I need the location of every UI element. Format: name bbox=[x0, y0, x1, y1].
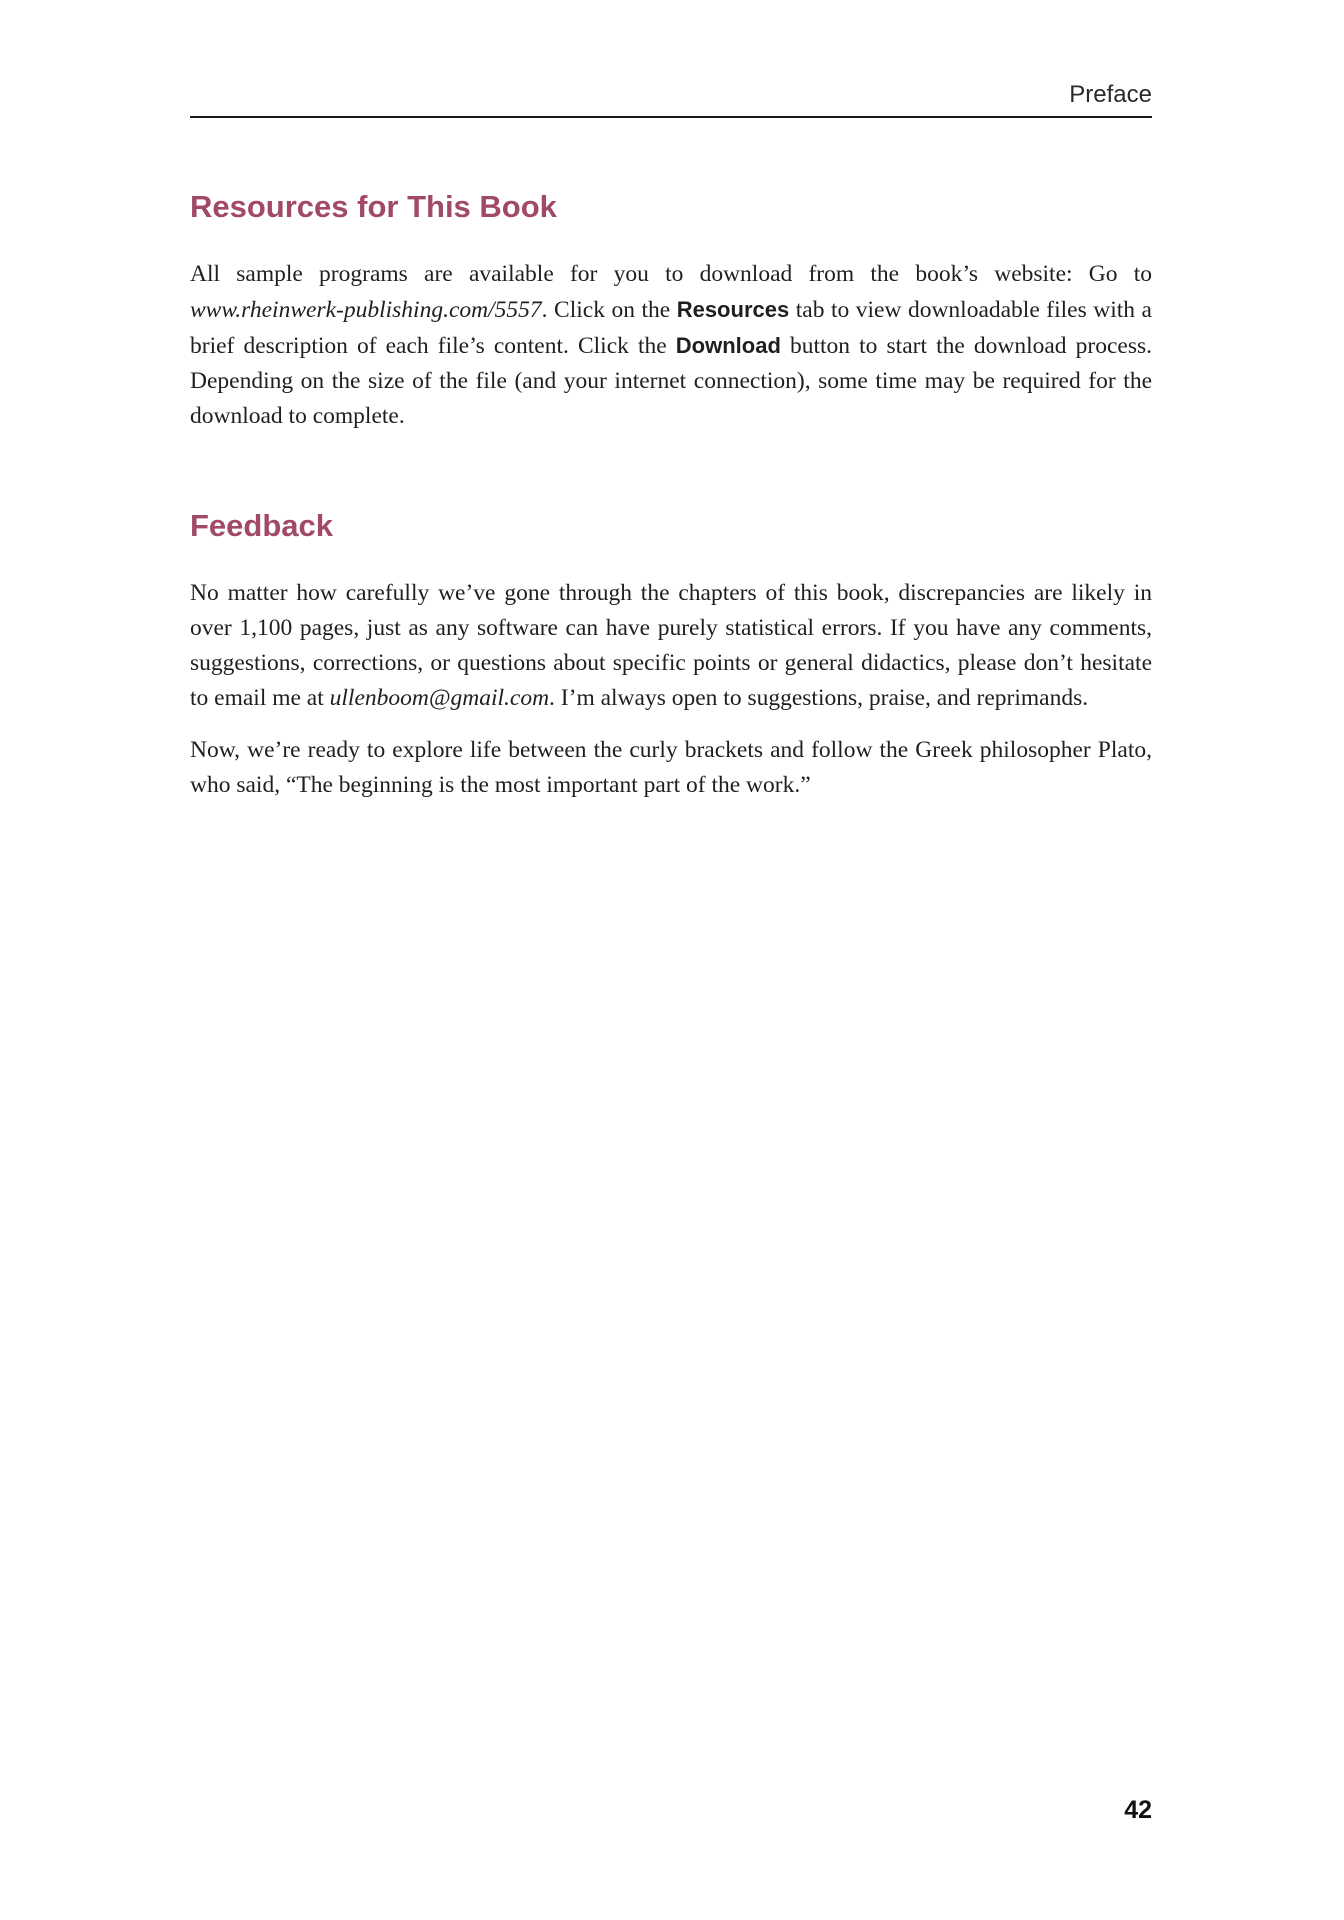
bold-ui-label-run: Download bbox=[675, 333, 781, 358]
header-rule-divider bbox=[190, 116, 1152, 118]
section-heading-resources: Resources for This Book bbox=[190, 189, 557, 224]
text-run: No matter how carefully we’ve gone through the chapters of this book, discrepancies are likely in over 1,100 pages, just as any software can have purely statistical errors. If you have any comments, suggestions, corrections, or questions about specific points or general didactics, please don’t hesitate to email me at bbox=[190, 580, 1152, 711]
page-content bbox=[190, 188, 1152, 803]
paragraph bbox=[190, 257, 1152, 434]
bold-ui-label-run: Resources bbox=[676, 297, 790, 322]
running-header-title: Preface bbox=[1069, 81, 1152, 108]
text-run: tab to view downloadable files with a brief description of each file’s content. Click the bbox=[190, 297, 1152, 359]
text-run: All sample programs are available for you to download from the book’s website: Go to bbox=[190, 261, 1152, 287]
paragraph bbox=[190, 733, 1152, 803]
italic-text-run: www.rheinwerk-publishing.com/5557 bbox=[190, 297, 542, 323]
section-heading-feedback: Feedback bbox=[190, 508, 334, 543]
paragraph bbox=[190, 576, 1152, 716]
section-body-feedback bbox=[190, 576, 1152, 803]
section-body-resources bbox=[190, 257, 1152, 434]
text-run: Now, we’re ready to explore life between the curly brackets and follow the Greek philosopher Plato, who said, “The beginning is the most important part of the work.” bbox=[190, 737, 1152, 798]
section-resources bbox=[190, 188, 1152, 434]
page-number: 42 bbox=[1124, 1796, 1152, 1824]
italic-text-run: ullenboom@gmail.com bbox=[329, 685, 550, 711]
text-run: . Click on the bbox=[541, 297, 677, 323]
text-run: button to start the download process. Depending on the size of the file (and your internet connection), some time may be required for the download to complete. bbox=[190, 333, 1152, 429]
text-run: . I’m always open to suggestions, praise, and reprimands. bbox=[549, 685, 1089, 711]
section-feedback bbox=[190, 507, 1152, 803]
